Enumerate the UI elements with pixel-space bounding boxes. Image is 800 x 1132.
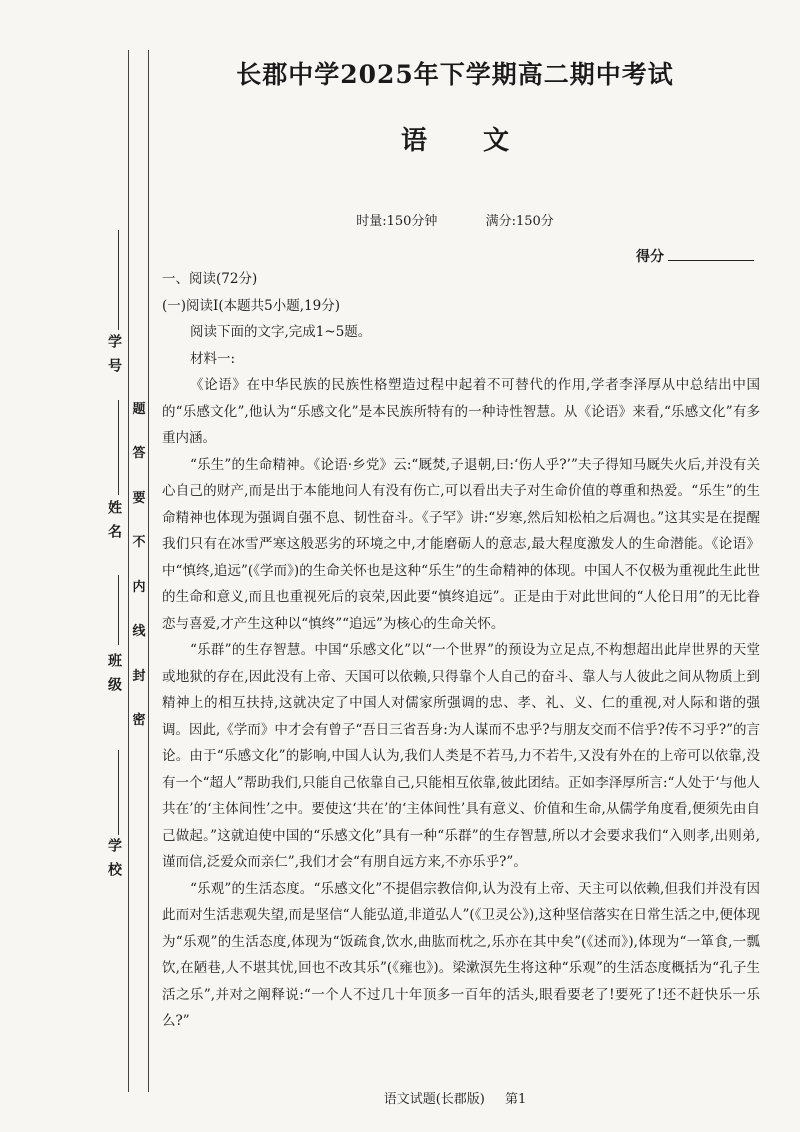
school-label: 学校 <box>106 838 122 886</box>
instruction: 阅读下面的文字,完成1~5题。 <box>190 324 372 340</box>
class-label: 班级 <box>106 653 122 701</box>
student-id-label: 学号 <box>106 334 122 382</box>
school-field[interactable] <box>96 750 124 920</box>
paragraph: “乐观”的生活态度。“乐感文化”不提倡宗教信仰,认为没有上帝、天主可以依赖,但我们并没有因此而对生活悲观失望,而是坚信“人能弘道,非道弘人”(《卫灵公》),这种坚信落实在日常生活之中,便体现为“乐观”的生活态度,体现为“饭疏食,饮水,曲肱而枕之,乐亦在其中矣”(《述而》),体现为“一箪食,一瓢饮,在陋巷,人不堪其忧,回也不改其乐”(《雍也》)。梁漱溟先生将这种“乐观”的生活态度概括为“孔子生活之乐”,并对之阐释说:“一个人不过几十年顶多一百年的活头,眼看要老了!要死了!还不赶快乐一乐么?” <box>162 880 760 1029</box>
class-line <box>118 575 119 645</box>
paragraph: 《论语》在中华民族的民族性格塑造过程中起着不可替代的作用,学者李泽厚从中总结出中国的“乐感文化”,他认为“乐感文化”是本民族所特有的一种诗性智慧。从《论语》来看,“乐感文化”有多重内涵。 <box>162 377 760 446</box>
paragraph: “乐群”的生存智慧。中国“乐感文化”以“一个世界”的预设为立足点,不构想超出此岸世界的天堂或地狱的存在,因此没有上帝、天国可以依赖,只得靠个人自己的奋斗、靠人与人彼此之间从物质上到精神上的相互扶持,这就决定了中国人对儒家所强调的忠、孝、礼、义、仁的重视,对人际和谐的强调。因此,《学而》中才会有曾子“吾日三省吾身:为人谋而不忠乎?与朋友交而不信乎?传不习乎?”的言论。由于“乐感文化”的影响,中国人认为,我们人类是不若马,力不若牛,又没有外在的上帝可以依靠,没有一个“超人”帮助我们,只能自己依靠自己,只能相互依靠,彼此团结。正如李泽厚所言:“人处于‘与他人共在’的‘主体间性’之中。要使这‘共在’的‘主体间性’具有意义、价值和生命,从儒学角度看,便须先由自己做起。”这就迫使中国的“乐感文化”具有一种“乐群”的生存智慧,所以才会要求我们“入则孝,出则弟,谨而信,泛爱众而亲仁”,我们才会“有朋自远方来,不亦乐乎?”。 <box>162 642 760 870</box>
score-box[interactable] <box>636 246 754 266</box>
subsection-heading: (一)阅读Ⅰ(本题共5小题,19分) <box>162 297 340 314</box>
seal-char: 要 <box>132 490 146 506</box>
page-number: 第1 <box>505 1092 527 1107</box>
page-footer <box>150 1088 760 1107</box>
reading-content <box>162 266 760 1035</box>
name-label: 姓名 <box>106 500 122 548</box>
material-label: 材料一: <box>190 350 236 367</box>
student-id-line <box>118 230 119 330</box>
score-label: 得分 <box>636 249 664 265</box>
section-heading: 一、阅读(72分) <box>162 271 258 287</box>
name-line <box>118 400 119 495</box>
paragraph: “乐生”的生命精神。《论语·乡党》云:“厩焚,子退朝,曰:‘伤人乎?’”夫子得知马厩失火后,并没有关心自己的财产,而是出于本能地问人有没有伤亡,可以看出夫子对生命价值的尊重和热爱。“乐生”的生命精神也体现为强调自强不息、韧性奋斗。《子罕》讲:“岁寒,然后知松柏之后凋也。”这其实是在提醒我们只有在冰雪严寒这般恶劣的环境之中,才能磨砺人的意志,最大程度激发人的生命潜能。《论语》中“慎终,追远”(《学而》)的生命关怀也是这种“乐生”的生命精神的体现。中国人不仅极为重视此生此世的生命和意义,而且也重视死后的哀荣,因此要“慎终追远”。正是由于对此世间的“人伦日用”的无比眷恋与喜爱,才产生这种以“慎终”“追远”为核心的生命关怀。 <box>162 456 760 632</box>
full-score: 满分:150分 <box>485 214 554 229</box>
exam-subject: 语文 <box>400 126 565 156</box>
exam-meta <box>150 210 760 229</box>
seal-line-notice <box>130 398 148 728</box>
footer-label: 语文试题(长郡版) <box>383 1092 485 1107</box>
binding-line-inner <box>148 50 149 1092</box>
name-field[interactable] <box>96 400 124 570</box>
seal-char: 线 <box>132 624 146 640</box>
school-line <box>118 750 119 835</box>
time-limit: 时量:150分钟 <box>356 214 438 229</box>
seal-char: 密 <box>132 712 146 728</box>
seal-char: 答 <box>132 446 146 462</box>
binding-line-outer <box>128 50 129 1092</box>
class-field[interactable] <box>96 575 124 745</box>
seal-char: 封 <box>132 668 146 684</box>
seal-char: 内 <box>132 579 146 595</box>
exam-title: 长郡中学2025年下学期高二期中考试 <box>236 60 674 89</box>
seal-char: 题 <box>132 402 146 417</box>
score-blank[interactable] <box>668 248 754 261</box>
seal-char: 不 <box>132 535 146 551</box>
student-id-field[interactable] <box>96 230 124 400</box>
